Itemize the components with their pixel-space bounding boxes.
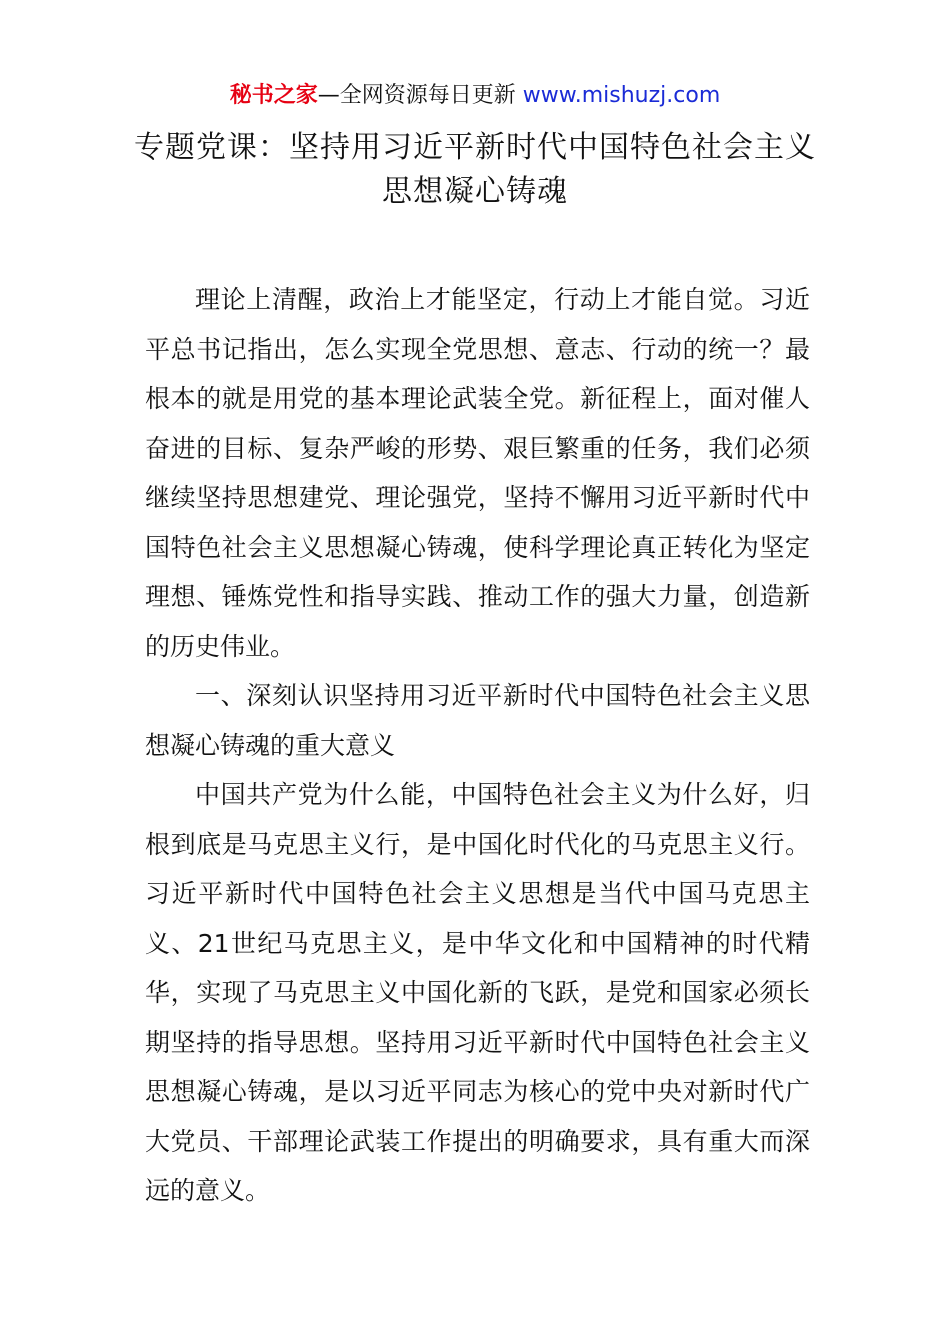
- section-heading-1: 一、深刻认识坚持用习近平新时代中国特色社会主义思想凝心铸魂的重大意义: [145, 681, 810, 760]
- site-url-link[interactable]: www.mishuzj.com: [522, 83, 721, 108]
- site-brand: 秘书之家: [229, 83, 318, 108]
- paragraph-section-1: 中国共产党为什么能，中国特色社会主义为什么好，归根到底是马克思主义行，是中国化时代化的马克思主义行。习近平新时代中国特色社会主义思想是当代中国马克思主义、21世纪马克思主义，是中华文化和中国精神的时代精华，实现了马克思主义中国化新的飞跃，是党和国家必须长期坚持的指导思想。坚持用习近平新时代中国特色社会主义思想凝心铸魂，是以习近平同志为核心的党中央对新时代广大党员、干部理论武装工作提出的明确要求，具有重大而深远的意义。: [145, 780, 810, 1205]
- site-header: [0, 80, 950, 112]
- document-body: [145, 275, 810, 1216]
- paragraph-intro: 理论上清醒，政治上才能坚定，行动上才能自觉。习近平总书记指出，怎么实现全党思想、意志、行动的统一？最根本的就是用党的基本理论武装全党。新征程上，面对催人奋进的目标、复杂严峻的形势、艰巨繁重的任务，我们必须继续坚持思想建党、理论强党，坚持不懈用习近平新时代中国特色社会主义思想凝心铸魂，使科学理论真正转化为坚定理想、锤炼党性和指导实践、推动工作的强大力量，创造新的历史伟业。: [145, 285, 810, 661]
- document-title: 专题党课：坚持用习近平新时代中国特色社会主义思想凝心铸魂: [134, 130, 816, 209]
- site-tagline: —全网资源每日更新: [317, 83, 523, 108]
